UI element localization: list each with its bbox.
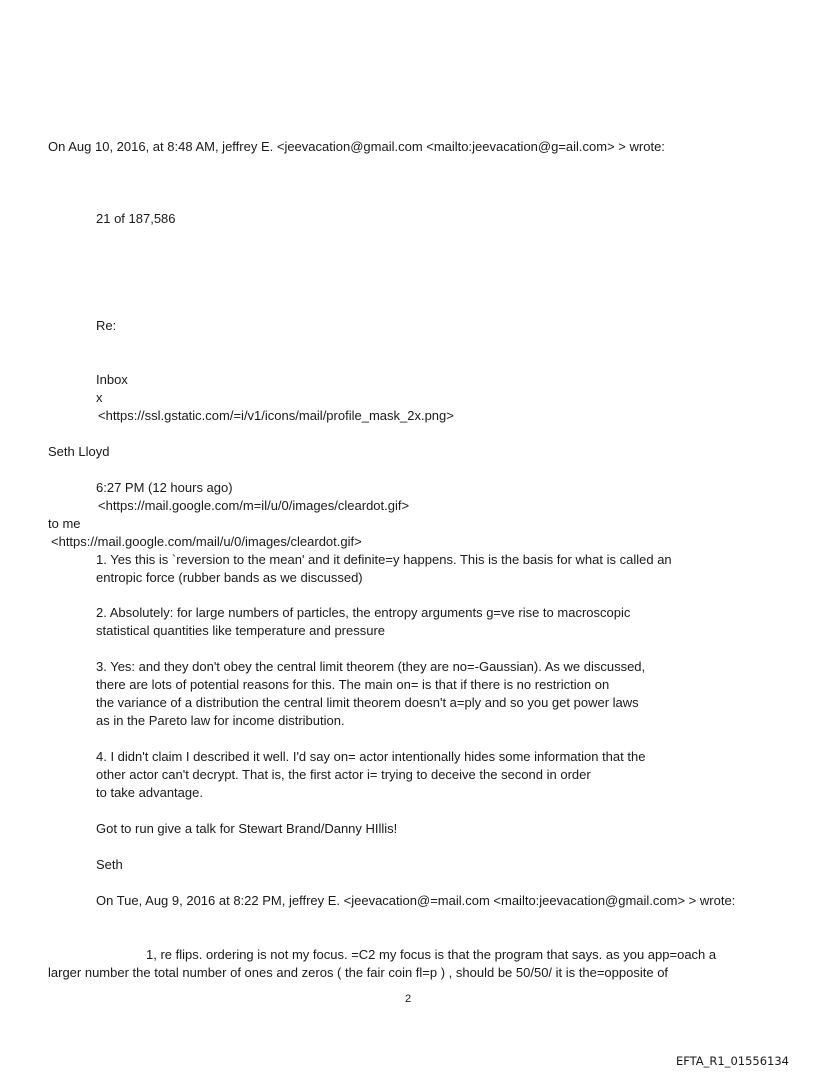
point-4-line-2: other actor can't decrypt. That is, the first actor i= trying to deceive the second in order <box>96 767 591 782</box>
point-4-line-1: 4. I didn't claim I described it well. I'd say on= actor intentionally hides some information that the <box>96 749 646 764</box>
cleardot-url-1: <https://mail.google.com/m=il/u/0/images/cleardot.gif> <box>98 498 410 513</box>
signature: Seth <box>96 857 123 872</box>
point-4-line-3: to take advantage. <box>96 785 203 800</box>
recipient: to me <box>48 516 81 531</box>
point-3-line-2: there are lots of potential reasons for this. The main on= is that if there is no restriction on <box>96 677 610 692</box>
point-2-line-1: 2. Absolutely: for large numbers of particles, the entropy arguments g=ve rise to macroscopic <box>96 605 631 620</box>
point-3-line-3: the variance of a distribution the central limit theorem doesn't a=ply and so you get power laws <box>96 695 639 710</box>
point-2-line-2: statistical quantities like temperature and pressure <box>96 623 386 638</box>
profile-image-url: <https://ssl.gstatic.com/=i/v1/icons/mail/profile_mask_2x.png> <box>98 408 454 423</box>
page-number: 2 <box>404 993 412 1005</box>
quoted-header: On Tue, Aug 9, 2016 at 8:22 PM, jeffrey E. <jeevacation@=mail.com <mailto:jeevacation@gmail.com> > wrote: <box>96 893 736 908</box>
subject: Re: <box>96 318 117 333</box>
point-1-line-1: 1. Yes this is `reversion to the mean' and it definite=y happens. This is the basis for what is called an <box>96 552 672 567</box>
closing: Got to run give a talk for Stewart Brand/Danny HIllis! <box>96 821 398 836</box>
point-3-line-4: as in the Pareto law for income distribution. <box>96 713 345 728</box>
inbox-label: Inbox <box>96 372 128 387</box>
sender-name: Seth Lloyd <box>48 444 110 459</box>
label-close: x <box>96 390 103 405</box>
point-3-line-1: 3. Yes: and they don't obey the central limit theorem (they are no=-Gaussian). As we discussed, <box>96 659 646 674</box>
quoted-line-2: larger number the total number of ones and zeros ( the fair coin fl=p ) , should be 50/50/ it is the=opposite of <box>48 965 669 980</box>
wrote-header: On Aug 10, 2016, at 8:48 AM, jeffrey E. <jeevacation@gmail.com <mailto:jeevacation@g=ail.com> > wrote: <box>48 139 665 154</box>
message-counter: 21 of 187,586 <box>96 211 176 226</box>
cleardot-url-2: <https://mail.google.com/mail/u/0/images/cleardot.gif> <box>51 534 362 549</box>
message-time: 6:27 PM (12 hours ago) <box>96 480 233 495</box>
footer-document-id: EFTA_R1_01556134 <box>675 1054 789 1068</box>
quoted-line-1: 1, re flips. ordering is not my focus. =C2 my focus is that the program that says. as you app=oach a <box>146 947 717 962</box>
point-1-line-2: entropic force (rubber bands as we discussed) <box>96 570 363 585</box>
